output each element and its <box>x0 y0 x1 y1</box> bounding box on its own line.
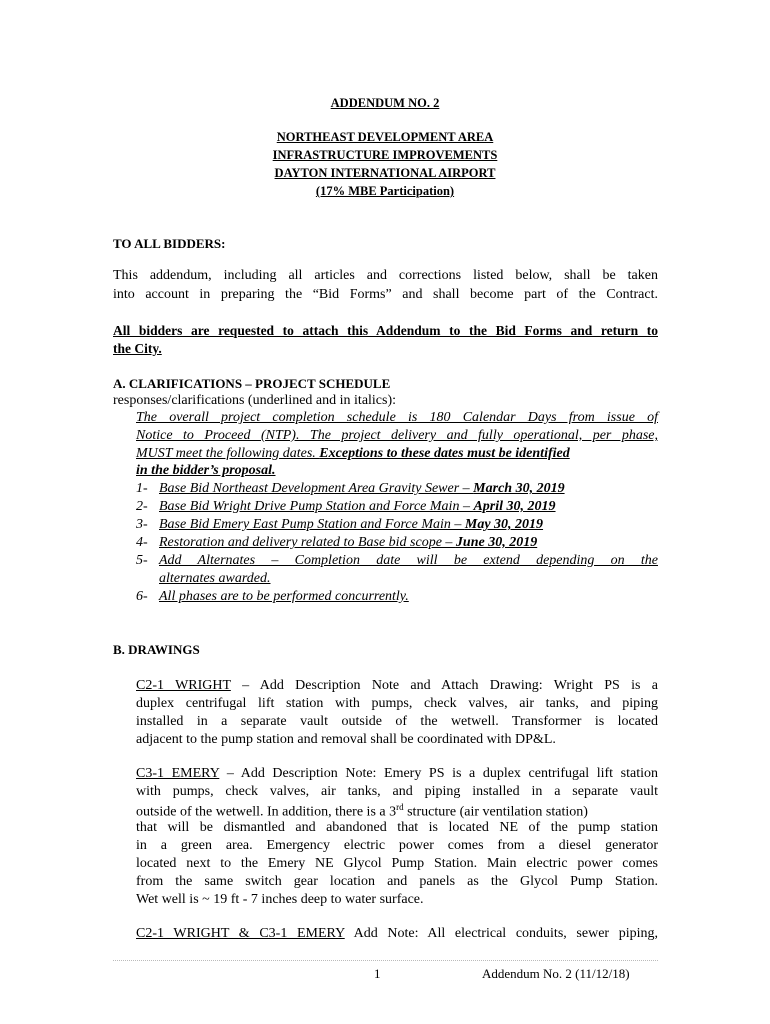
schedule-para-line3 <box>136 446 658 462</box>
combined-para-line1 <box>136 926 658 942</box>
request-line2: the City. <box>113 341 162 356</box>
emery-para-line1 <box>136 766 658 782</box>
emery-para-line7: from the same switch gear location and panels as the Glycol Pump Station. <box>136 874 658 889</box>
wright-para-line1 <box>136 678 658 694</box>
project-title-line4: (17% MBE Participation) <box>315 184 455 198</box>
schedule-item-date: May 30, 2019 <box>464 517 544 532</box>
schedule-item-text: Base Bid Emery East Pump Station and Force Main – <box>159 517 465 532</box>
schedule-item-number: 3- <box>136 517 148 532</box>
wright-para-line1-text: – Add Description Note and Attach Drawing: Wright PS is a <box>230 678 658 693</box>
emery-para-line8: Wet well is ~ 19 ft - 7 inches deep to water surface. <box>136 892 424 907</box>
schedule-item-date: March 30, 2019 <box>473 481 565 496</box>
schedule-item-number: 2- <box>136 499 148 514</box>
schedule-item-date: June 30, 2019 <box>455 535 538 550</box>
schedule-exceptions-text: Exceptions to these dates must be identified <box>319 446 570 461</box>
schedule-item-1 <box>136 481 565 497</box>
schedule-item-text: Base Bid Northeast Development Area Gravity Sewer – <box>159 481 474 496</box>
emery-para-line3 <box>136 802 588 821</box>
schedule-item-3 <box>136 517 543 533</box>
emery-para-line3-text-a: outside of the wetwell. In addition, there is a 3 <box>136 804 397 820</box>
schedule-item-5-number: 5- <box>136 553 148 568</box>
schedule-item-text: Restoration and delivery related to Base bid scope – <box>159 535 456 550</box>
salutation: TO ALL BIDDERS: <box>113 236 226 251</box>
emery-para-line3-text-b: structure (air ventilation station) <box>403 804 588 820</box>
wright-para-line4: adjacent to the pump station and removal shall be coordinated with DP&L. <box>136 732 556 747</box>
project-title-line2: INFRASTRUCTURE IMPROVEMENTS <box>272 148 498 162</box>
schedule-para-line1: The overall project completion schedule is 180 Calendar Days from issue of <box>136 410 658 425</box>
combined-drawing-label: C2-1 WRIGHT & C3-1 EMERY <box>136 926 345 941</box>
schedule-item-6-text: All phases are to be performed concurrently. <box>159 589 409 604</box>
combined-para-line1-text: Add Note: All electrical conduits, sewer piping, <box>344 926 659 941</box>
footer-divider <box>113 960 658 961</box>
schedule-item-6-number: 6- <box>136 589 148 604</box>
schedule-para-line2: Notice to Proceed (NTP). The project delivery and fully operational, per phase, <box>136 428 658 443</box>
schedule-item-number: 1- <box>136 481 148 496</box>
addendum-title: ADDENDUM NO. 2 <box>330 96 440 110</box>
emery-para-line1-text: – Add Description Note: Emery PS is a duplex centrifugal lift station <box>219 766 658 781</box>
emery-drawing-label: C3-1 EMERY <box>136 766 220 781</box>
schedule-item-text: Base Bid Wright Drive Pump Station and Force Main – <box>159 499 474 514</box>
request-line1: All bidders are requested to attach this Addendum to the Bid Forms and return to <box>113 323 658 338</box>
emery-para-line4: that will be dismantled and abandoned that is located NE of the pump station <box>136 820 658 835</box>
emery-para-line6: located next to the Emery NE Glycol Pump Station. Main electric power comes <box>136 856 658 871</box>
wright-para-line3: installed in a separate vault outside of the wetwell. Transformer is located <box>136 714 658 729</box>
schedule-item-2 <box>136 499 556 515</box>
schedule-item-4 <box>136 535 537 551</box>
intro-line1: This addendum, including all articles and corrections listed below, shall be taken <box>113 268 658 283</box>
project-title-line3: DAYTON INTERNATIONAL AIRPORT <box>274 166 496 180</box>
schedule-item-5-line1: Add Alternates – Completion date will be extend depending on the <box>159 553 658 568</box>
schedule-item-date: April 30, 2019 <box>473 499 556 514</box>
footer-addendum-label: Addendum No. 2 (11/12/18) <box>482 966 630 981</box>
section-a-heading: A. CLARIFICATIONS – PROJECT SCHEDULE <box>113 376 391 391</box>
schedule-item-number: 4- <box>136 535 148 550</box>
schedule-para-line4: in the bidder’s proposal. <box>136 463 276 478</box>
schedule-para-line3-text: MUST meet the following dates. <box>136 446 320 461</box>
section-b-heading: B. DRAWINGS <box>113 642 200 657</box>
wright-para-line2: duplex centrifugal lift station with pumps, check valves, air tanks, and piping <box>136 696 658 711</box>
project-title-line1: NORTHEAST DEVELOPMENT AREA <box>276 130 494 144</box>
emery-para-line5: in a green area. Emergency electric power comes from a diesel generator <box>136 838 658 853</box>
section-a-subheading: responses/clarifications (underlined and in italics): <box>113 393 397 408</box>
intro-line2: into account in preparing the “Bid Forms” and shall become part of the Contract. <box>113 287 658 302</box>
schedule-item-5-line2: alternates awarded. <box>159 571 271 586</box>
wright-drawing-label: C2-1 WRIGHT <box>136 678 231 693</box>
page-number: 1 <box>374 966 381 981</box>
emery-para-line3-superscript: rd <box>396 802 404 812</box>
emery-para-line2: with pumps, check valves, air tanks, and piping installed in a separate vault <box>136 784 658 799</box>
